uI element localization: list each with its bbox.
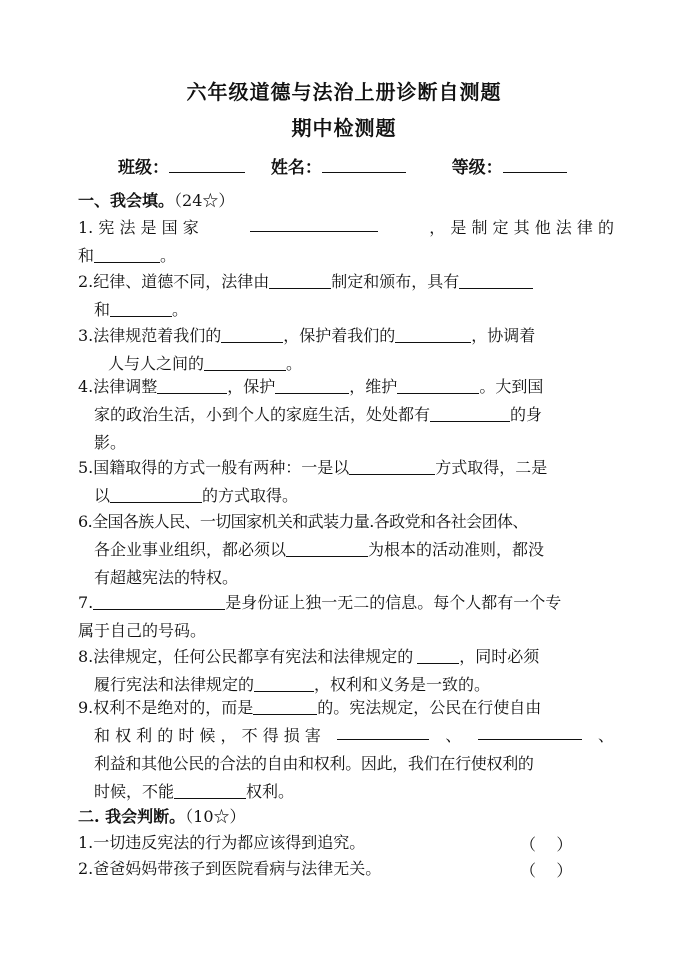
- answer-blank[interactable]: [157, 376, 227, 394]
- section-1-score: （24☆）: [174, 191, 235, 210]
- name-label: 姓名：: [270, 158, 322, 178]
- answer-blank[interactable]: [250, 214, 378, 232]
- answer-blank[interactable]: [221, 325, 283, 343]
- question-text: 为根本的活动准则，都没: [368, 540, 545, 559]
- answer-blank[interactable]: [110, 299, 172, 317]
- question-2: [78, 268, 614, 324]
- question-4: [78, 373, 614, 457]
- question-9: [78, 694, 614, 806]
- section-1-heading: [78, 188, 234, 211]
- answer-blank[interactable]: [286, 539, 368, 557]
- answer-parentheses[interactable]: （ ）: [520, 861, 573, 880]
- question-3: [78, 322, 614, 378]
- question-text: 权利。: [246, 782, 295, 801]
- question-number: 1.: [78, 833, 94, 852]
- page-title: 六年级道德与法治上册诊断自测题: [186, 80, 502, 104]
- answer-blank[interactable]: [269, 271, 331, 289]
- question-number: 3.: [78, 326, 94, 345]
- question-text: ，维护: [349, 377, 398, 396]
- question-text: 法律规范着我们的: [93, 326, 222, 345]
- question-text: 各企业事业组织，都必须以: [94, 540, 287, 559]
- grade-field[interactable]: [503, 157, 567, 173]
- question-text: 纪律、道德不同，法律由: [93, 272, 270, 291]
- question-text: 制定和颁布，具有: [331, 272, 460, 291]
- question-text: 和: [94, 300, 111, 319]
- answer-parentheses[interactable]: （ ）: [520, 835, 573, 854]
- section-2-score: （10☆）: [185, 807, 246, 826]
- question-text: 一切违反宪法的行为都应该得到追究。: [93, 833, 366, 852]
- question-text: 是身份证上独一无二的信息。每个人都有一个专: [225, 593, 562, 612]
- section-1-title: 一、我会填。: [78, 191, 175, 210]
- question-text: 和: [78, 246, 95, 265]
- answer-blank[interactable]: [430, 404, 510, 422]
- section-2-title: 二. 我会判断。: [78, 807, 186, 826]
- question-text: ，同时必须: [459, 647, 540, 666]
- answer-blank[interactable]: [254, 674, 314, 692]
- question-text: 。大到国: [479, 377, 544, 396]
- section-2-heading: [78, 804, 246, 827]
- question-number: 7.: [78, 593, 94, 612]
- student-info-row: [118, 153, 588, 178]
- question-text: 。: [160, 246, 177, 265]
- question-text: ，协调着: [471, 326, 536, 345]
- question-text: 、: [445, 726, 462, 745]
- grade-label: 等级：: [451, 158, 503, 178]
- answer-blank[interactable]: [417, 646, 459, 664]
- question-text: 、: [597, 726, 614, 745]
- question-text: 方式取得，二是: [435, 458, 548, 477]
- question-1: [78, 214, 614, 270]
- question-text: 以: [94, 486, 111, 505]
- answer-blank[interactable]: [94, 245, 160, 263]
- question-number: 2.: [78, 272, 94, 291]
- answer-blank[interactable]: [110, 485, 202, 503]
- answer-blank[interactable]: [93, 592, 225, 610]
- question-number: 1.: [78, 218, 94, 237]
- question-text: 履行宪法和法律规定的: [94, 675, 255, 694]
- question-text: 家的政治生活，小到个人的家庭生活，处处都有: [94, 405, 431, 424]
- question-text: 属于自己的号码。: [78, 621, 207, 640]
- question-text: 国籍取得的方式一般有两种：一是以: [93, 458, 350, 477]
- question-text: 全国各族人民、一切国家机关和武装力量.各政党和各社会团体、: [92, 512, 528, 531]
- question-number: 9.: [78, 698, 94, 717]
- question-text: 时候，不能: [94, 782, 175, 801]
- question-text: 权利不是绝对的，而是: [93, 698, 254, 717]
- question-text: ，权利和义务是一致的。: [314, 675, 491, 694]
- question-text: 。: [172, 300, 189, 319]
- name-field[interactable]: [322, 157, 406, 173]
- question-text: 爸爸妈妈带孩子到医院看病与法律无关。: [93, 859, 382, 878]
- question-number: 2.: [78, 859, 94, 878]
- question-text: 的。宪法规定，公民在行使自由: [317, 698, 542, 717]
- question-text: 宪 法 是 国 家: [98, 218, 199, 237]
- question-5: [78, 454, 614, 510]
- question-number: 4.: [78, 377, 94, 396]
- class-label: 班级：: [118, 158, 169, 178]
- answer-blank[interactable]: [349, 457, 435, 475]
- answer-blank[interactable]: [204, 353, 286, 371]
- question-6: [78, 508, 614, 592]
- question-text: 和 权 利 的 时 候 ， 不 得 损 害: [94, 726, 321, 745]
- question-text: 的方式取得。: [202, 486, 299, 505]
- answer-blank[interactable]: [337, 722, 429, 740]
- question-text: ， 是 制 定 其 他 法 律 的: [429, 218, 614, 237]
- answer-blank[interactable]: [174, 781, 246, 799]
- question-number: 5.: [78, 458, 94, 477]
- answer-blank[interactable]: [459, 271, 533, 289]
- question-7: [78, 589, 614, 645]
- question-text: 的身: [510, 405, 543, 424]
- answer-blank[interactable]: [478, 722, 582, 740]
- question-text: 人与人之间的: [108, 354, 205, 373]
- question-text: 。: [286, 354, 303, 373]
- question-text: 利益和其他公民的合法的自由和权利。因此，我们在行使权利的: [94, 754, 534, 773]
- question-text: ，保护着我们的: [283, 326, 396, 345]
- class-field[interactable]: [169, 157, 245, 173]
- question-text: 影。: [94, 433, 127, 452]
- question-text: 法律调整: [93, 377, 158, 396]
- question-text: 有超越宪法的特权。: [94, 568, 239, 587]
- question-text: 法律规定，任何公民都享有宪法和法律规定的: [93, 647, 414, 666]
- question-number: 6.: [78, 512, 93, 531]
- answer-blank[interactable]: [253, 697, 317, 715]
- page-subtitle: 期中检测题: [291, 116, 397, 140]
- question-8: [78, 643, 614, 699]
- question-number: 8.: [78, 647, 94, 666]
- question-text: ，保护: [227, 377, 276, 396]
- answer-blank[interactable]: [395, 325, 471, 343]
- answer-blank[interactable]: [397, 376, 479, 394]
- answer-blank[interactable]: [275, 376, 349, 394]
